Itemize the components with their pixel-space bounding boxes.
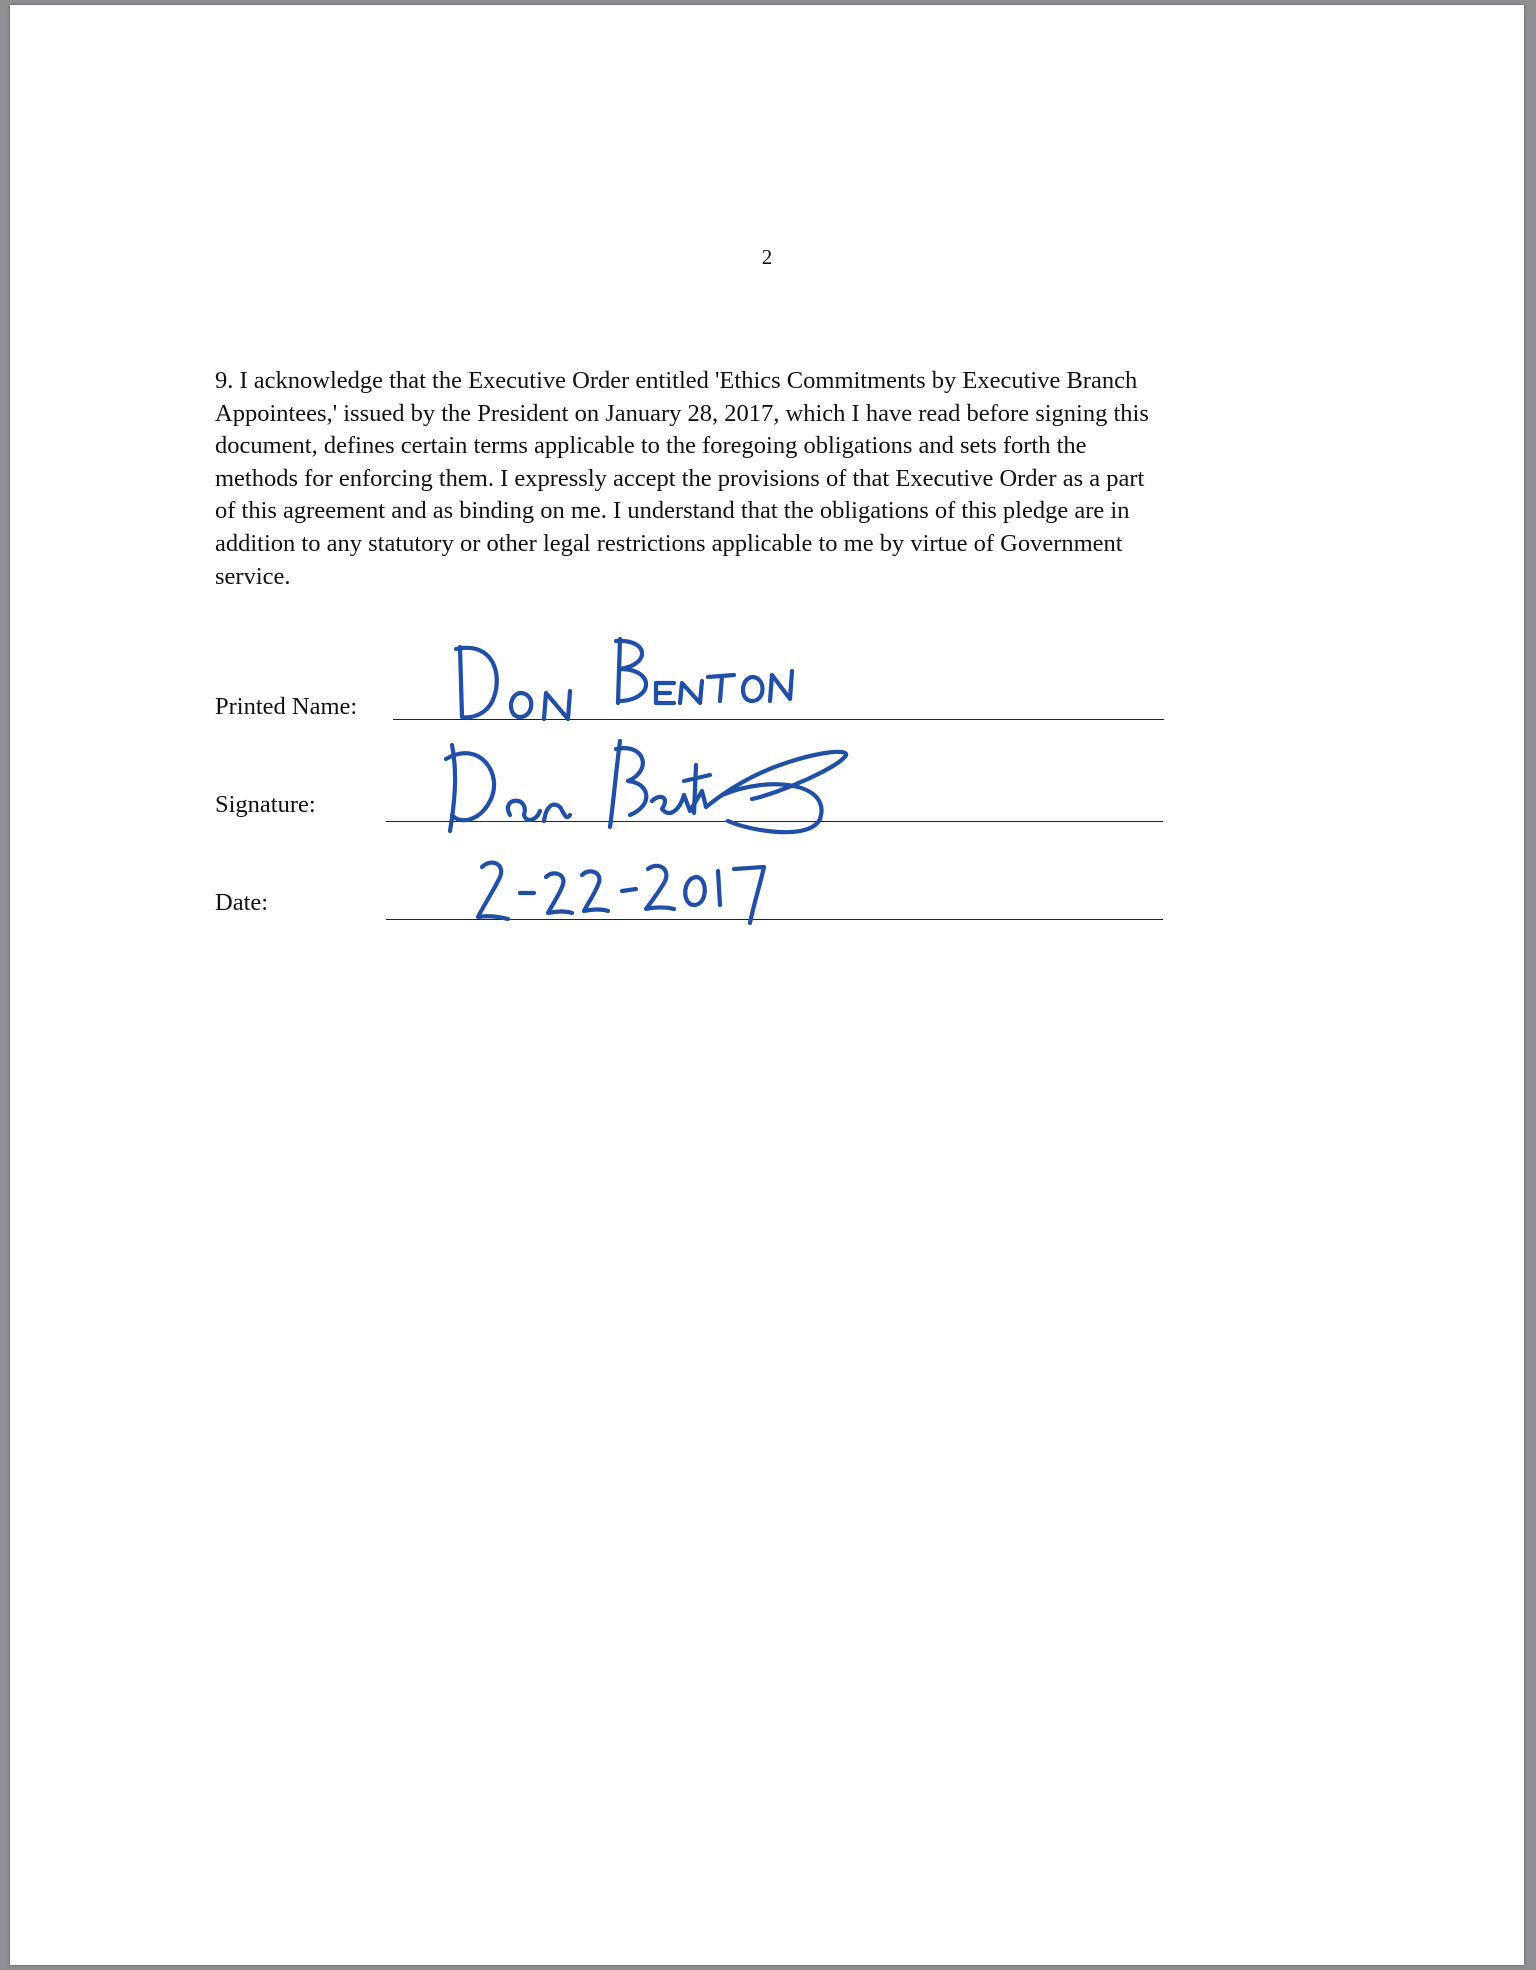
document-page — [10, 5, 1524, 1965]
date-label: Date: — [215, 889, 269, 916]
pledge-paragraph — [215, 365, 1315, 593]
paragraph-line: addition to any statutory or other legal restrictions applicable to me by virtue of Government — [215, 529, 1123, 557]
paragraph-line: 9. I acknowledge that the Executive Order entitled 'Ethics Commitments by Executive Branch — [215, 367, 1138, 394]
printed-name-label: Printed Name: — [215, 693, 358, 720]
paragraph-line: of this agreement and as binding on me. I understand that the obligations of this pledge are in — [215, 497, 1130, 525]
signature-mark — [440, 735, 860, 845]
paragraph-line: service. — [215, 562, 291, 590]
signature-label: Signature: — [215, 791, 316, 818]
paragraph-line: document, defines certain terms applicable to the foregoing obligations and sets forth the — [215, 432, 1087, 460]
paragraph-line: Appointees,' issued by the President on January 28, 2017, which I have read before signing this — [215, 399, 1149, 427]
paragraph-line: methods for enforcing them. I expressly accept the provisions of that Executive Order as a part — [215, 464, 1145, 492]
printed-name-handwriting — [450, 635, 810, 730]
page-number: 2 — [761, 245, 773, 269]
date-handwriting — [468, 853, 788, 929]
